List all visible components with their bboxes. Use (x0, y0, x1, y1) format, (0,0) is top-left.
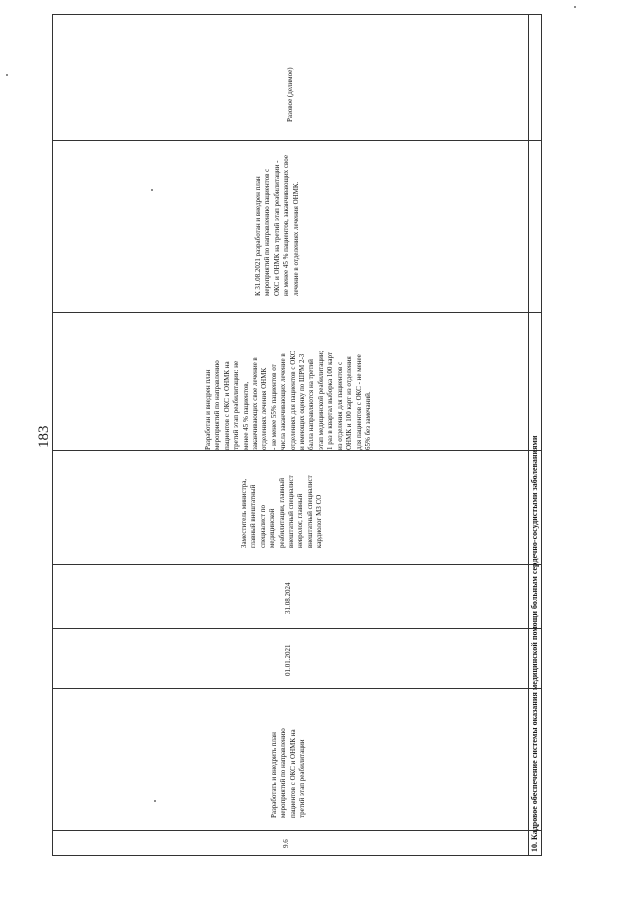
column-divider (52, 688, 542, 689)
row-number: 9.6 (282, 839, 290, 848)
table-border-left (52, 14, 53, 856)
column-divider (52, 564, 542, 565)
responsible-text: Заместитель министра, главный внештатный специалист по медицинской реабилитации, главный внештатный специалист невролог, главный внештатный специалист кардиолог МЗ СО (240, 475, 324, 548)
scan-speck (6, 74, 8, 76)
control-text: К 31.08.2021 разработан и внедрен план мероприятий по направлению пациентов с ОКС и ОНМК на третий этап реабилитации - не менее 45 % пациентов, заканчивающих свое лечение в отделениях лечения ОНМК. (254, 155, 300, 296)
scan-speck (574, 6, 576, 8)
type-text: Разовое (делимое) (286, 67, 294, 122)
section-title: 10. Кадровое обеспечение системы оказания медицинской помощи больным сердечно-сосудистыми заболеваниями (530, 435, 539, 852)
column-divider (52, 312, 542, 313)
result-text: Разработан и внедрен план мероприятий по направлению пациентов с ОКС и ОНМК на третий этап реабилитации: не менее 45 % пациентов, заканчивающих свое лечение в отделениях лечения ОНМК - не менее 55% пациентов от числа заканчивающих лечение в отделениях для пациентов с ОКС и имеющих оценку по ШРМ 2-3 балла направляются на третий этап медицинской реабилитации; 1 раз в квартал выборка 100 карт из отделения для пациентов с ОНМК и 100 карт из отделения для пациентов с ОКС - не менее 65% без замечаний. (204, 350, 372, 450)
column-divider (52, 140, 542, 141)
table-border-bottom (52, 855, 542, 856)
column-divider (52, 450, 542, 451)
column-divider (52, 830, 542, 831)
section-divider (528, 14, 529, 856)
start-date: 01.01.2021 (284, 644, 292, 676)
page-number: 183 (36, 425, 52, 448)
scan-speck (154, 800, 156, 802)
end-date: 31.08.2024 (284, 582, 292, 614)
table-border-right (541, 14, 542, 856)
column-divider (52, 628, 542, 629)
table-border-top (52, 14, 542, 15)
scan-speck (151, 189, 153, 191)
task-text: Разработать и внедрить план мероприятий по направлению пациентов с ОКС и ОНМК на третий этап реабилитации (270, 728, 307, 818)
